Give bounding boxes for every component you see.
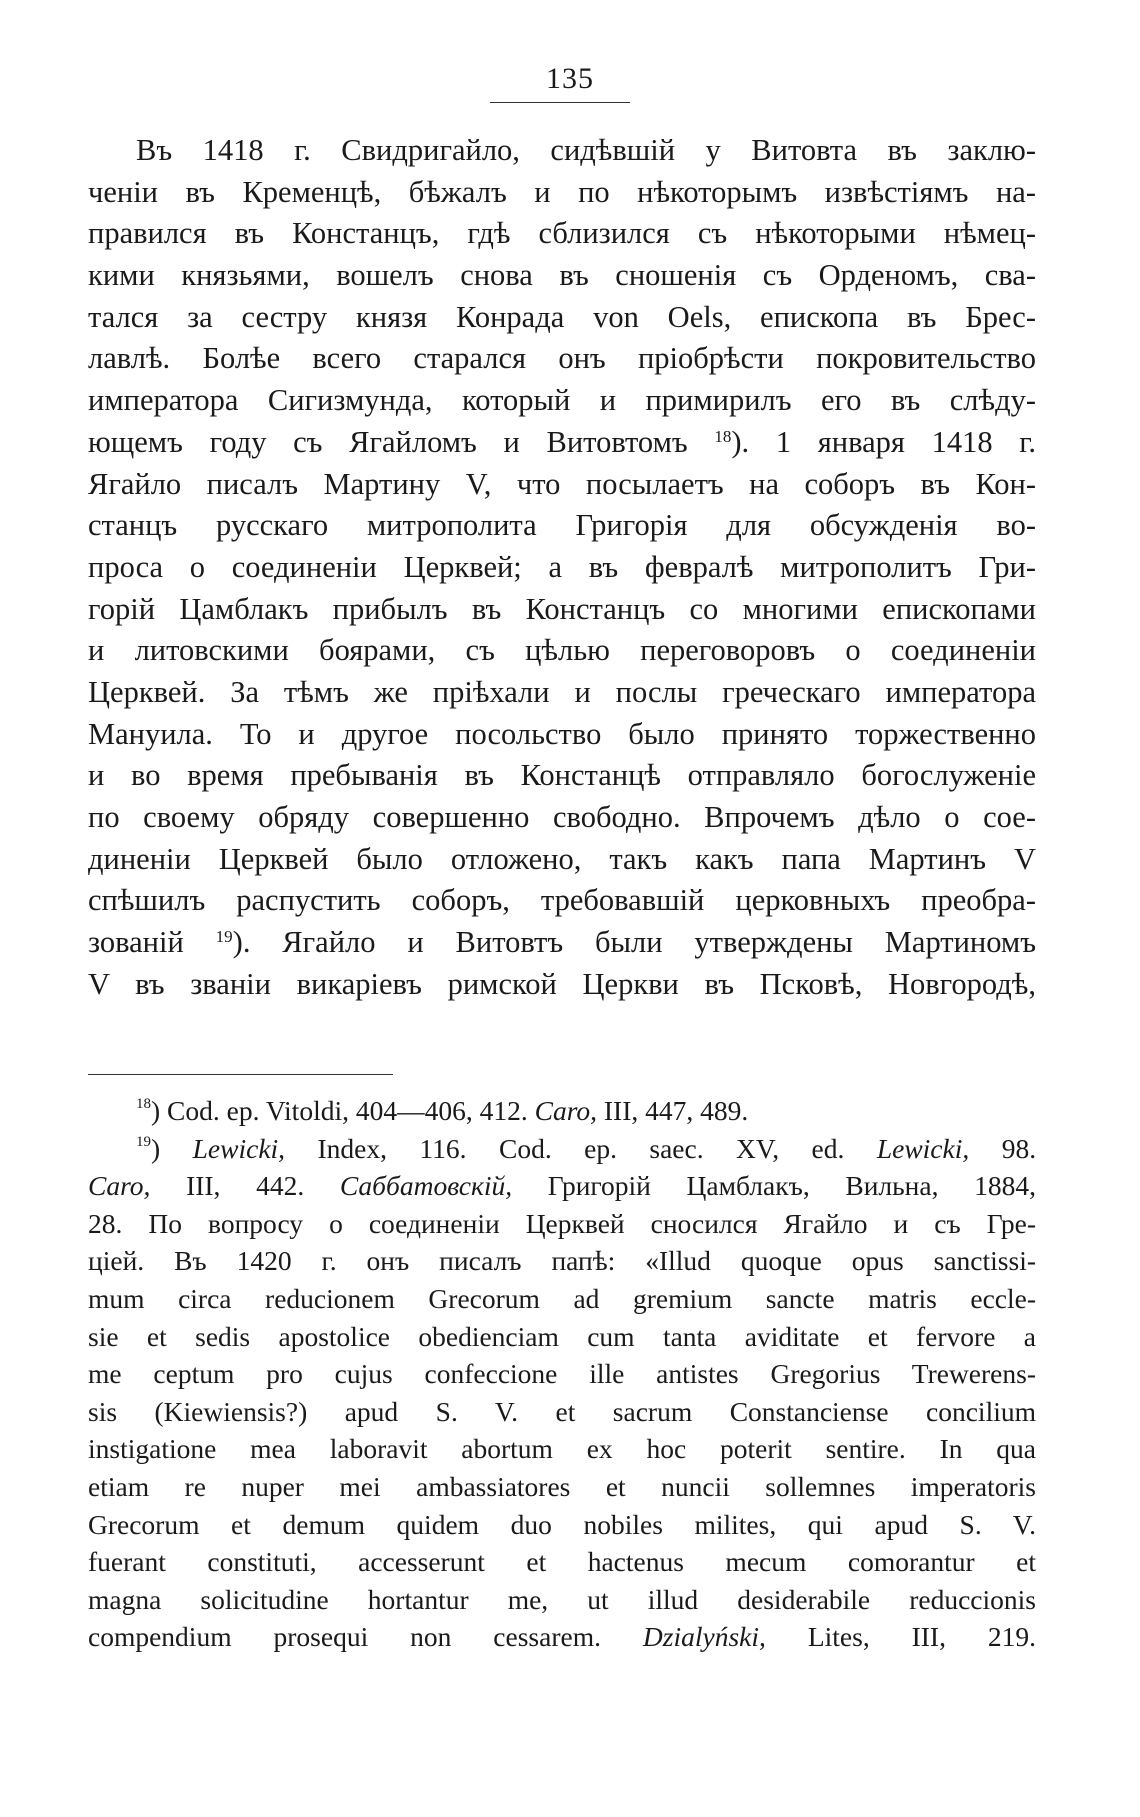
body-line: правился въ Констанцъ, гдѣ сблизился съ нѣкоторыми нѣмец- <box>88 216 1036 251</box>
body-line: и литовскими боярами, съ цѣлью переговоровъ о соединеніи <box>88 633 1036 668</box>
footnote-text: ) <box>151 1132 161 1164</box>
body-line: Въ 1418 г. Свидригайло, сидѣвшій у Витовта въ заклю- <box>136 133 1036 167</box>
footnote-19-line: etiam re nuper mei ambassiatores et nuncii sollemnes imperatoris <box>88 1470 1036 1502</box>
body-line-part: ). Ягайло и Витовтъ были утверждены Мартиномъ <box>232 925 1037 960</box>
footnote-ref-18: 18 <box>714 426 732 446</box>
body-line: императора Сигизмунда, который и примирилъ его въ слѣду- <box>88 383 1036 418</box>
footnote-text: Lites, III, 219. <box>807 1621 1037 1653</box>
body-line: и во время пребыванія въ Констанцѣ отправляло богослуженіе <box>88 758 1036 793</box>
body-line: диненіи Церквей было отложено, такъ какъ папа Мартинъ V <box>88 841 1036 876</box>
body-line: горій Цамблакъ прибылъ въ Констанцъ со многими епископами <box>88 591 1036 626</box>
body-line-part: ющемъ году съ Ягайломъ и Витовтомъ <box>88 424 688 459</box>
page-number: 135 <box>546 62 594 95</box>
footnote-19-line: sis (Kiewiensis?) apud S. V. et sacrum Constanciense concilium <box>88 1395 1036 1427</box>
footnote-19-line <box>88 1167 1036 1205</box>
footnote-19-line: Grecorum et demum quidem duo nobiles milites, qui apud S. V. <box>88 1508 1036 1540</box>
footnote-18 <box>88 1092 1036 1130</box>
footnote-text: ) Cod. ep. Vitoldi, 404—406, 412. <box>151 1095 528 1126</box>
body-line-with-footnote-ref <box>88 922 1036 964</box>
footnote-19-line: instigatione mea laboravit abortum ex hoc poterit sentire. In qua <box>88 1433 1036 1465</box>
body-line: проса о соединеніи Церквей; а въ февралѣ митрополитъ Гри- <box>88 549 1036 584</box>
page-number-rule <box>490 102 630 103</box>
footnote-19-line: mum circa reducionem Grecorum ad gremium sancte matris eccle- <box>88 1282 1036 1314</box>
footnote-19-line: 28. По вопросу о соединеніи Церквей сносился Ягайло и съ Гре- <box>88 1207 1036 1239</box>
footnote-text: Index, 116. Cod. ep. saec. XV, ed. <box>317 1132 845 1164</box>
footnote-marker-19: 19 <box>136 1133 151 1150</box>
footnote-text: compendium prosequi non cessarem. <box>88 1621 601 1653</box>
footnote-marker-18: 18 <box>136 1096 151 1112</box>
body-line-part: ). 1 января 1418 г. <box>731 424 1036 459</box>
body-line: лавлѣ. Болѣе всего старался онъ пріобрѣсти покровительство <box>88 341 1036 376</box>
footnote-author: Lewicki, <box>192 1132 286 1164</box>
footnote-author: Caro, <box>534 1095 598 1126</box>
footnote-author: Lewicki, <box>876 1132 970 1164</box>
footnote-19-line: me ceptum pro cujus confeccione ille antistes Gregorius Trewerens- <box>88 1358 1036 1390</box>
footnote-19-line <box>88 1130 1036 1168</box>
footnote-ref-19: 19 <box>215 927 233 947</box>
body-line: Церквей. За тѣмъ же пріѣхали и послы греческаго императора <box>88 674 1036 709</box>
body-line: станцъ русскаго митрополита Григорія для обсужденія во- <box>88 508 1036 543</box>
body-line: V въ званіи викаріевъ римской Церкви въ Псковѣ, Новгородѣ, <box>88 966 1036 1001</box>
footnote-separator <box>88 1074 393 1075</box>
footnote-19-line: ціей. Въ 1420 г. онъ писалъ папѣ: «Illud quoque opus sanctissi- <box>88 1245 1036 1277</box>
footnote-author: Caro, <box>88 1170 151 1202</box>
footnote-19-line: magna solicitudine hortantur me, ut illud desiderabile reduccionis <box>88 1583 1036 1615</box>
main-text <box>88 130 1036 1005</box>
footnote-text: Григорій Цамблакъ, Вильна, 1884, <box>547 1170 1037 1202</box>
body-line-with-footnote-ref <box>88 422 1036 464</box>
body-line: по своему обряду совершенно свободно. Впрочемъ дѣло о сое- <box>88 800 1036 834</box>
footnote-19-line: sie et sedis apostolice obedienciam cum tanta aviditate et fervore a <box>88 1320 1036 1352</box>
body-line: ченіи въ Кременцѣ, бѣжалъ и по нѣкоторымъ извѣстіямъ на- <box>88 174 1036 209</box>
body-line: Ягайло писалъ Мартину V, что посылаетъ на соборъ въ Кон- <box>88 466 1036 501</box>
footnote-text: 98. <box>1001 1132 1037 1164</box>
footnote-text: III, 447, 489. <box>603 1095 749 1126</box>
footnote-19-line <box>88 1618 1036 1656</box>
footnote-text: III, 442. <box>186 1170 305 1202</box>
footnotes <box>88 1092 1036 1656</box>
body-line: спѣшилъ распустить соборъ, требовавшій церковныхъ преобра- <box>88 883 1036 918</box>
footnote-author: Саббатовскій, <box>339 1170 513 1202</box>
body-line: Мануила. То и другое посольство было принято торжественно <box>88 716 1036 751</box>
body-line: кими князьями, вошелъ снова въ сношенія съ Орденомъ, сва- <box>88 258 1036 293</box>
body-line: тался за сестру князя Конрада von Oels, епископа въ Брес- <box>88 299 1036 334</box>
footnote-author: Dzialyński, <box>642 1621 766 1653</box>
body-line-part: зованій <box>88 925 184 960</box>
footnote-19-line: fuerant constituti, accesserunt et hactenus mecum comorantur et <box>88 1546 1036 1578</box>
